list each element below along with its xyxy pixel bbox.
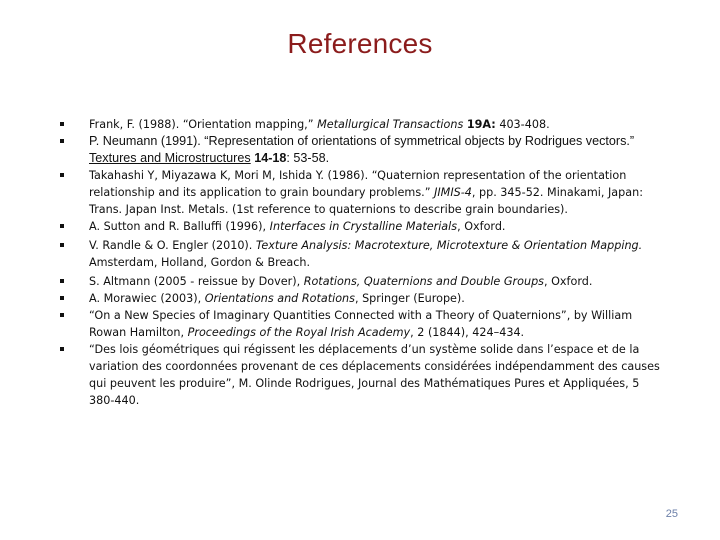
reference-text: “Des lois géométriques qui régissent les déplacements d’un système solide dans l’espace et de la variation des coordonnées provenant de ces déplacements considérées indépendamment des causes qui peuvent les produire”, M. Olinde Rodrigues, Journal des Mathématiques Pures et Appliquées, 5 380-440.: [89, 343, 660, 407]
bullet-icon: [60, 279, 64, 283]
book-title: Texture Analysis: Macrotexture, Microtexture & Orientation Mapping.: [255, 239, 643, 252]
book-title: Interfaces in Crystalline Materials: [269, 220, 458, 233]
reference-text: , Oxford.: [544, 275, 593, 288]
bullet-icon: [60, 139, 64, 143]
reference-text: , 2 (1844), 424–434.: [410, 326, 525, 339]
reference-item: [60, 307, 660, 341]
book-title: Orientations and Rotations: [204, 292, 355, 305]
bullet-icon: [60, 173, 64, 177]
volume-number: 14-18: [254, 151, 287, 165]
reference-text: V. Randle & O. Engler (2010).: [89, 239, 256, 252]
bullet-icon: [60, 347, 64, 351]
book-title: Rotations, Quaternions and Double Groups: [303, 275, 544, 288]
page-number: 25: [665, 508, 678, 520]
journal-name: JIMIS-4: [434, 186, 472, 199]
bullet-icon: [60, 243, 64, 247]
reference-item: [60, 237, 660, 271]
journal-name: Proceedings of the Royal Irish Academy: [187, 326, 411, 339]
journal-name: Textures and Microstructures: [89, 151, 251, 165]
reference-text: A. Sutton and R. Balluffi (1996),: [89, 220, 270, 233]
reference-item: [60, 133, 660, 167]
reference-item: [60, 167, 660, 218]
bullet-icon: [60, 313, 64, 317]
reference-text: : 53-58.: [286, 151, 330, 165]
reference-item: [60, 218, 660, 235]
reference-item: [60, 290, 660, 307]
reference-text: Takahashi Y, Miyazawa K, Mori M, Ishida Y. (1986). “Quaternion representation of the orientation relationship and its application to grain boundary problems.”: [89, 169, 627, 199]
bullet-icon: [60, 224, 64, 228]
reference-text: A. Morawiec (2003),: [89, 292, 205, 305]
reference-item: [60, 273, 660, 290]
reference-text: “On a New Species of Imaginary Quantities Connected with a Theory of Quaternions”, by William Rowan Hamilton,: [89, 309, 633, 339]
reference-text: Amsterdam, Holland, Gordon & Breach.: [89, 256, 311, 269]
reference-text: Frank, F. (1988). “Orientation mapping,”: [89, 118, 318, 131]
bullet-icon: [60, 122, 64, 126]
slide-title: References: [287, 28, 433, 59]
reference-text: P. Neumann (1991). “Representation of orientations of symmetrical objects by Rodrigues vectors.”: [89, 134, 635, 148]
reference-list: [60, 116, 660, 409]
reference-text: , Springer (Europe).: [354, 292, 465, 305]
bullet-icon: [60, 296, 64, 300]
volume-number: 19A:: [466, 118, 496, 131]
reference-text: , pp. 345-52. Minakami, Japan: Trans. Japan Inst. Metals. (1st reference to quaternions to describe grain boundaries).: [89, 186, 643, 216]
reference-text: S. Altmann (2005 - reissue by Dover),: [89, 275, 304, 288]
reference-text: , Oxford.: [457, 220, 506, 233]
reference-item: [60, 116, 660, 133]
reference-text: 403-408.: [495, 118, 550, 131]
reference-item: [60, 341, 660, 409]
journal-name: Metallurgical Transactions: [317, 118, 464, 131]
